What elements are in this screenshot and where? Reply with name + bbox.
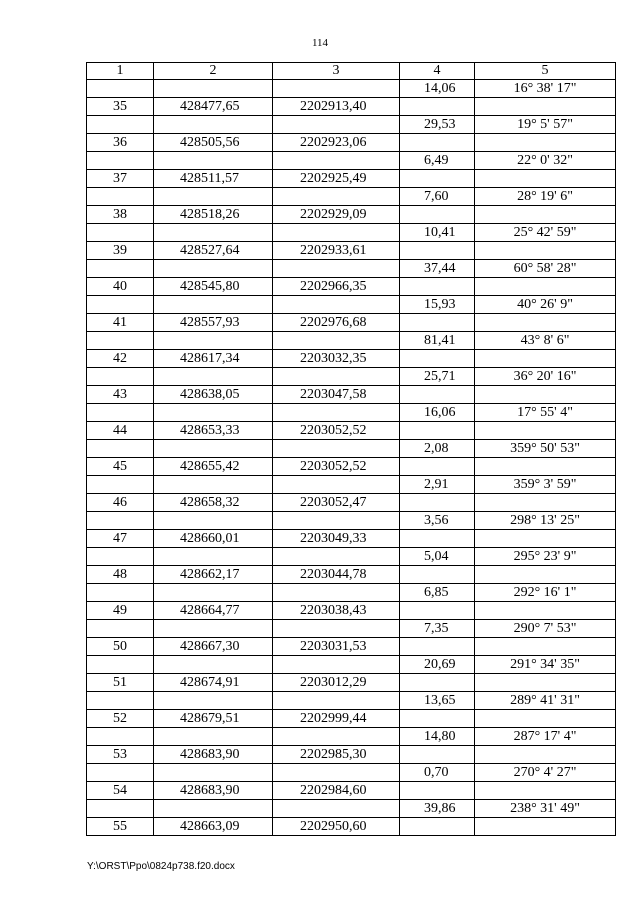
point-number-cell: 40 [87, 278, 154, 296]
distance-cell-empty [400, 494, 475, 512]
point-number-cell: 43 [87, 386, 154, 404]
table-row-segment [87, 224, 616, 242]
distance-cell: 14,80 [400, 728, 475, 746]
angle-cell-empty [475, 350, 616, 368]
point-number-cell-empty [87, 404, 154, 422]
table-row-point [87, 386, 616, 404]
point-number-cell: 41 [87, 314, 154, 332]
x-coordinate-cell-empty [154, 728, 273, 746]
y-coordinate-cell: 2202999,44 [273, 710, 400, 728]
distance-cell-empty [400, 458, 475, 476]
y-coordinate-cell-empty [273, 116, 400, 134]
point-number-cell-empty [87, 728, 154, 746]
point-number-cell: 35 [87, 98, 154, 116]
table-row-segment [87, 800, 616, 818]
distance-cell-empty [400, 638, 475, 656]
table-row-point [87, 350, 616, 368]
angle-cell: 290° 7' 53" [475, 620, 616, 638]
x-coordinate-cell-empty [154, 476, 273, 494]
angle-cell-empty [475, 566, 616, 584]
angle-cell: 36° 20' 16" [475, 368, 616, 386]
table-row-segment [87, 692, 616, 710]
y-coordinate-cell: 2203052,47 [273, 494, 400, 512]
point-number-cell-empty [87, 548, 154, 566]
x-coordinate-cell: 428617,34 [154, 350, 273, 368]
point-number-cell-empty [87, 584, 154, 602]
x-coordinate-cell: 428667,30 [154, 638, 273, 656]
table-row-segment [87, 476, 616, 494]
y-coordinate-cell: 2202976,68 [273, 314, 400, 332]
table-row-segment [87, 296, 616, 314]
distance-cell-empty [400, 350, 475, 368]
x-coordinate-cell: 428511,57 [154, 170, 273, 188]
point-number-cell: 37 [87, 170, 154, 188]
table-row-point [87, 746, 616, 764]
table-row-segment [87, 188, 616, 206]
angle-cell-empty [475, 602, 616, 620]
angle-cell: 359° 3' 59" [475, 476, 616, 494]
y-coordinate-cell-empty [273, 440, 400, 458]
y-coordinate-cell-empty [273, 332, 400, 350]
x-coordinate-cell-empty [154, 296, 273, 314]
angle-cell: 295° 23' 9" [475, 548, 616, 566]
y-coordinate-cell: 2203031,53 [273, 638, 400, 656]
y-coordinate-cell: 2203049,33 [273, 530, 400, 548]
table-row-point [87, 98, 616, 116]
y-coordinate-cell: 2202950,60 [273, 818, 400, 836]
point-number-cell-empty [87, 224, 154, 242]
table-row-segment [87, 548, 616, 566]
table-row-point [87, 242, 616, 260]
x-coordinate-cell-empty [154, 620, 273, 638]
distance-cell-empty [400, 278, 475, 296]
point-number-cell-empty [87, 116, 154, 134]
coordinates-table [86, 62, 616, 836]
point-number-cell-empty [87, 692, 154, 710]
distance-cell-empty [400, 134, 475, 152]
point-number-cell: 44 [87, 422, 154, 440]
table-row-point [87, 458, 616, 476]
y-coordinate-cell: 2203032,35 [273, 350, 400, 368]
table-row-segment [87, 152, 616, 170]
y-coordinate-cell: 2202966,35 [273, 278, 400, 296]
x-coordinate-cell: 428664,77 [154, 602, 273, 620]
point-number-cell: 51 [87, 674, 154, 692]
distance-cell-empty [400, 242, 475, 260]
x-coordinate-cell: 428545,80 [154, 278, 273, 296]
y-coordinate-cell-empty [273, 152, 400, 170]
distance-cell: 14,06 [400, 80, 475, 98]
y-coordinate-cell: 2202984,60 [273, 782, 400, 800]
distance-cell-empty [400, 206, 475, 224]
distance-cell: 13,65 [400, 692, 475, 710]
distance-cell: 37,44 [400, 260, 475, 278]
distance-cell-empty [400, 170, 475, 188]
table-row-point [87, 206, 616, 224]
page-number: 114 [311, 37, 329, 49]
point-number-cell: 52 [87, 710, 154, 728]
x-coordinate-cell-empty [154, 332, 273, 350]
table-row-point [87, 134, 616, 152]
table-row-segment [87, 80, 616, 98]
distance-cell: 0,70 [400, 764, 475, 782]
y-coordinate-cell: 2202925,49 [273, 170, 400, 188]
angle-cell-empty [475, 98, 616, 116]
table-body [87, 80, 616, 836]
x-coordinate-cell: 428674,91 [154, 674, 273, 692]
x-coordinate-cell: 428527,64 [154, 242, 273, 260]
table-row-segment [87, 764, 616, 782]
angle-cell-empty [475, 422, 616, 440]
distance-cell: 3,56 [400, 512, 475, 530]
point-number-cell-empty [87, 800, 154, 818]
angle-cell-empty [475, 494, 616, 512]
distance-cell-empty [400, 782, 475, 800]
distance-cell-empty [400, 710, 475, 728]
y-coordinate-cell-empty [273, 620, 400, 638]
angle-cell: 270° 4' 27" [475, 764, 616, 782]
table-row-point [87, 566, 616, 584]
distance-cell-empty [400, 602, 475, 620]
x-coordinate-cell-empty [154, 764, 273, 782]
point-number-cell: 53 [87, 746, 154, 764]
y-coordinate-cell: 2202913,40 [273, 98, 400, 116]
y-coordinate-cell-empty [273, 368, 400, 386]
angle-cell: 28° 19' 6" [475, 188, 616, 206]
table-row-point [87, 818, 616, 836]
x-coordinate-cell-empty [154, 224, 273, 242]
distance-cell-empty [400, 314, 475, 332]
angle-cell: 16° 38' 17" [475, 80, 616, 98]
table-row-segment [87, 116, 616, 134]
y-coordinate-cell-empty [273, 728, 400, 746]
x-coordinate-cell: 428658,32 [154, 494, 273, 512]
point-number-cell-empty [87, 188, 154, 206]
distance-cell: 16,06 [400, 404, 475, 422]
y-coordinate-cell-empty [273, 800, 400, 818]
y-coordinate-cell-empty [273, 296, 400, 314]
y-coordinate-cell: 2203047,58 [273, 386, 400, 404]
y-coordinate-cell-empty [273, 584, 400, 602]
distance-cell-empty [400, 386, 475, 404]
point-number-cell-empty [87, 512, 154, 530]
table-row-segment [87, 512, 616, 530]
angle-cell: 287° 17' 4" [475, 728, 616, 746]
distance-cell: 10,41 [400, 224, 475, 242]
angle-cell-empty [475, 170, 616, 188]
point-number-cell: 36 [87, 134, 154, 152]
point-number-cell-empty [87, 332, 154, 350]
table-row-point [87, 422, 616, 440]
point-number-cell: 50 [87, 638, 154, 656]
y-coordinate-cell: 2203052,52 [273, 458, 400, 476]
y-coordinate-cell: 2202923,06 [273, 134, 400, 152]
table-row-segment [87, 620, 616, 638]
header-col-2: 2 [154, 63, 273, 80]
x-coordinate-cell-empty [154, 116, 273, 134]
x-coordinate-cell-empty [154, 260, 273, 278]
point-number-cell-empty [87, 260, 154, 278]
distance-cell-empty [400, 674, 475, 692]
distance-cell: 15,93 [400, 296, 475, 314]
point-number-cell-empty [87, 620, 154, 638]
angle-cell: 60° 58' 28" [475, 260, 616, 278]
angle-cell-empty [475, 134, 616, 152]
y-coordinate-cell-empty [273, 476, 400, 494]
distance-cell: 39,86 [400, 800, 475, 818]
x-coordinate-cell-empty [154, 152, 273, 170]
y-coordinate-cell-empty [273, 692, 400, 710]
table-row-segment [87, 404, 616, 422]
y-coordinate-cell: 2203012,29 [273, 674, 400, 692]
point-number-cell: 46 [87, 494, 154, 512]
y-coordinate-cell-empty [273, 188, 400, 206]
y-coordinate-cell: 2202929,09 [273, 206, 400, 224]
point-number-cell: 49 [87, 602, 154, 620]
x-coordinate-cell-empty [154, 512, 273, 530]
point-number-cell: 55 [87, 818, 154, 836]
distance-cell-empty [400, 566, 475, 584]
distance-cell: 25,71 [400, 368, 475, 386]
table-row-segment [87, 656, 616, 674]
x-coordinate-cell: 428655,42 [154, 458, 273, 476]
distance-cell-empty [400, 746, 475, 764]
x-coordinate-cell: 428683,90 [154, 782, 273, 800]
distance-cell: 6,85 [400, 584, 475, 602]
angle-cell-empty [475, 458, 616, 476]
distance-cell: 5,04 [400, 548, 475, 566]
angle-cell-empty [475, 638, 616, 656]
table-row-point [87, 278, 616, 296]
y-coordinate-cell: 2203052,52 [273, 422, 400, 440]
y-coordinate-cell-empty [273, 260, 400, 278]
y-coordinate-cell-empty [273, 80, 400, 98]
angle-cell: 25° 42' 59" [475, 224, 616, 242]
header-col-5: 5 [475, 63, 616, 80]
distance-cell: 20,69 [400, 656, 475, 674]
table-row-point [87, 602, 616, 620]
point-number-cell-empty [87, 764, 154, 782]
table-row-segment [87, 440, 616, 458]
angle-cell: 40° 26' 9" [475, 296, 616, 314]
x-coordinate-cell: 428638,05 [154, 386, 273, 404]
header-col-1: 1 [87, 63, 154, 80]
table-row-segment [87, 332, 616, 350]
point-number-cell-empty [87, 80, 154, 98]
angle-cell: 22° 0' 32" [475, 152, 616, 170]
angle-cell-empty [475, 242, 616, 260]
x-coordinate-cell: 428683,90 [154, 746, 273, 764]
y-coordinate-cell: 2203044,78 [273, 566, 400, 584]
point-number-cell: 47 [87, 530, 154, 548]
x-coordinate-cell: 428662,17 [154, 566, 273, 584]
angle-cell-empty [475, 278, 616, 296]
distance-cell-empty [400, 98, 475, 116]
table-header-row [87, 63, 616, 80]
y-coordinate-cell: 2202933,61 [273, 242, 400, 260]
y-coordinate-cell-empty [273, 656, 400, 674]
table-row-segment [87, 584, 616, 602]
x-coordinate-cell-empty [154, 368, 273, 386]
x-coordinate-cell: 428653,33 [154, 422, 273, 440]
angle-cell-empty [475, 746, 616, 764]
angle-cell-empty [475, 710, 616, 728]
y-coordinate-cell: 2203038,43 [273, 602, 400, 620]
angle-cell-empty [475, 818, 616, 836]
x-coordinate-cell-empty [154, 404, 273, 422]
table-row-point [87, 314, 616, 332]
distance-cell: 81,41 [400, 332, 475, 350]
point-number-cell-empty [87, 368, 154, 386]
angle-cell: 291° 34' 35" [475, 656, 616, 674]
distance-cell-empty [400, 818, 475, 836]
point-number-cell-empty [87, 152, 154, 170]
distance-cell-empty [400, 530, 475, 548]
point-number-cell-empty [87, 296, 154, 314]
x-coordinate-cell-empty [154, 656, 273, 674]
table-row-segment [87, 368, 616, 386]
x-coordinate-cell-empty [154, 188, 273, 206]
x-coordinate-cell-empty [154, 584, 273, 602]
x-coordinate-cell-empty [154, 548, 273, 566]
table-row-point [87, 710, 616, 728]
table-row-point [87, 674, 616, 692]
angle-cell: 292° 16' 1" [475, 584, 616, 602]
x-coordinate-cell-empty [154, 440, 273, 458]
footer-file-path: Y:\ORST\Ppo\0824p738.f20.docx [87, 861, 235, 872]
y-coordinate-cell: 2202985,30 [273, 746, 400, 764]
angle-cell: 238° 31' 49" [475, 800, 616, 818]
angle-cell-empty [475, 206, 616, 224]
x-coordinate-cell: 428679,51 [154, 710, 273, 728]
y-coordinate-cell-empty [273, 404, 400, 422]
table-row-segment [87, 728, 616, 746]
table-row-segment [87, 260, 616, 278]
point-number-cell: 39 [87, 242, 154, 260]
x-coordinate-cell: 428518,26 [154, 206, 273, 224]
header-col-3: 3 [273, 63, 400, 80]
distance-cell: 6,49 [400, 152, 475, 170]
angle-cell-empty [475, 674, 616, 692]
x-coordinate-cell: 428557,93 [154, 314, 273, 332]
table-row-point [87, 782, 616, 800]
header-col-4: 4 [400, 63, 475, 80]
y-coordinate-cell-empty [273, 548, 400, 566]
distance-cell: 7,60 [400, 188, 475, 206]
distance-cell: 7,35 [400, 620, 475, 638]
angle-cell-empty [475, 386, 616, 404]
table-row-point [87, 170, 616, 188]
angle-cell-empty [475, 782, 616, 800]
table-row-point [87, 638, 616, 656]
y-coordinate-cell-empty [273, 764, 400, 782]
x-coordinate-cell-empty [154, 692, 273, 710]
point-number-cell: 42 [87, 350, 154, 368]
x-coordinate-cell: 428660,01 [154, 530, 273, 548]
x-coordinate-cell: 428505,56 [154, 134, 273, 152]
x-coordinate-cell-empty [154, 80, 273, 98]
point-number-cell: 48 [87, 566, 154, 584]
distance-cell: 2,91 [400, 476, 475, 494]
point-number-cell: 54 [87, 782, 154, 800]
distance-cell-empty [400, 422, 475, 440]
angle-cell-empty [475, 314, 616, 332]
x-coordinate-cell: 428477,65 [154, 98, 273, 116]
point-number-cell-empty [87, 476, 154, 494]
y-coordinate-cell-empty [273, 224, 400, 242]
point-number-cell-empty [87, 656, 154, 674]
table-row-point [87, 530, 616, 548]
table-row-point [87, 494, 616, 512]
y-coordinate-cell-empty [273, 512, 400, 530]
point-number-cell: 38 [87, 206, 154, 224]
angle-cell: 359° 50' 53" [475, 440, 616, 458]
x-coordinate-cell-empty [154, 800, 273, 818]
point-number-cell: 45 [87, 458, 154, 476]
angle-cell: 19° 5' 57" [475, 116, 616, 134]
distance-cell: 29,53 [400, 116, 475, 134]
angle-cell: 289° 41' 31" [475, 692, 616, 710]
angle-cell: 17° 55' 4" [475, 404, 616, 422]
x-coordinate-cell: 428663,09 [154, 818, 273, 836]
angle-cell-empty [475, 530, 616, 548]
distance-cell: 2,08 [400, 440, 475, 458]
angle-cell: 298° 13' 25" [475, 512, 616, 530]
angle-cell: 43° 8' 6" [475, 332, 616, 350]
point-number-cell-empty [87, 440, 154, 458]
